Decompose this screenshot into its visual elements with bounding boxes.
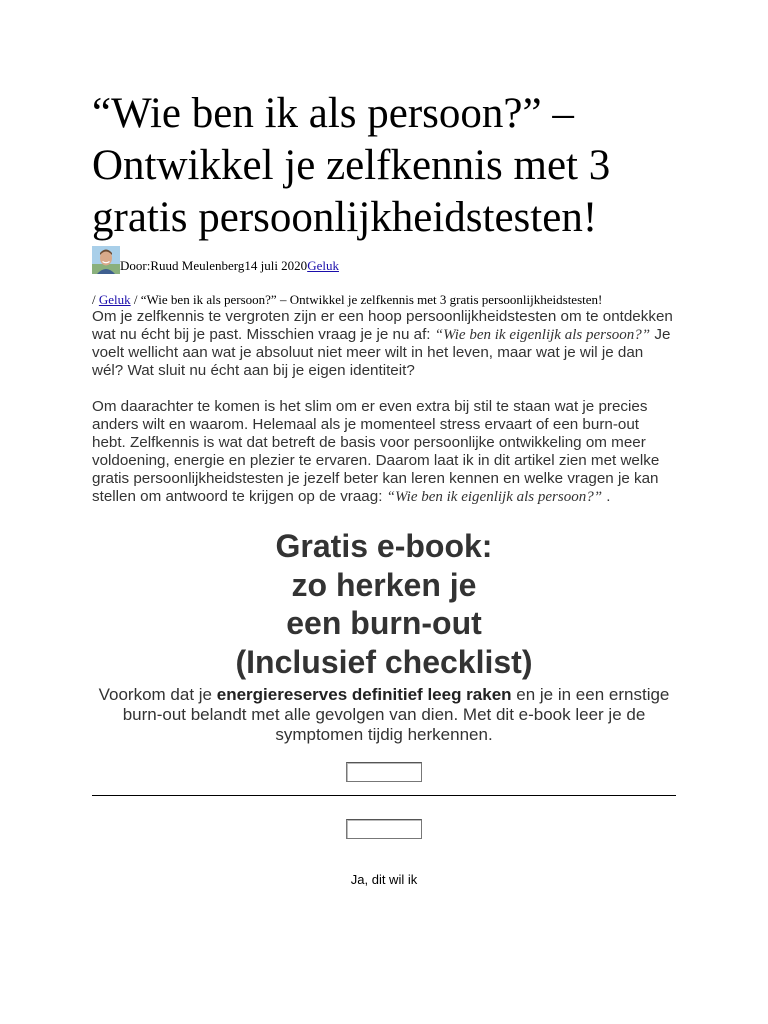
- ebook-signup: [92, 527, 676, 887]
- ebook-heading-line: (Inclusief checklist): [235, 643, 533, 680]
- name-input[interactable]: [346, 762, 422, 782]
- article-meta: [92, 244, 676, 274]
- breadcrumb-separator: /: [92, 292, 99, 307]
- ebook-desc-text-a: Voorkom dat je: [98, 685, 217, 704]
- article: [92, 88, 676, 887]
- second-quote: “Wie ben ik eigenlijk als persoon?”: [386, 489, 603, 505]
- submit-button[interactable]: Ja, dit wil ik: [350, 872, 418, 887]
- intro-text-a: Om je zelfkennis te vergroten zijn er een hoop persoonlijkheidstesten om te ontdekken wat nu écht bij je past. Misschien vraag je je nu af:: [92, 308, 673, 343]
- breadcrumb-category-link[interactable]: Geluk: [98, 292, 131, 307]
- email-input[interactable]: [346, 819, 422, 839]
- ebook-heading-line: zo herken je: [291, 566, 477, 603]
- breadcrumb-current: “Wie ben ik als persoon?” – Ontwikkel je zelfkennis met 3 gratis persoonlijkheidstesten!: [140, 292, 603, 307]
- ebook-description: [92, 685, 676, 745]
- second-text-a: Om daarachter te komen is het slim om er even extra bij stil te staan wat je precies anders wilt en waarom. Helemaal als je momenteel stress ervaart of een burn-out hebt. Zelfkennis is wat dat betreft de basis voor persoonlijke ontwikkeling om meer voldoening, energie en plezier te ervaren. Daarom laat ik in dit artikel zien met welke gratis persoonlijkheidstesten je jezelf beter kan leren kennen en welke vragen je kan stellen om antwoord te krijgen op de vraag:: [92, 398, 660, 505]
- form-divider: [92, 795, 676, 796]
- category-link[interactable]: Geluk: [307, 258, 339, 273]
- ebook-heading-line: Gratis e-book:: [275, 528, 493, 564]
- breadcrumb-separator: /: [130, 292, 141, 307]
- author-avatar: [92, 246, 120, 274]
- intro-text-b: Je voelt wellicht aan wat je absoluut niet meer wilt in het leven, maar wat je wil je dan wél? Wat sluit nu écht aan bij je eigen identiteit?: [92, 326, 671, 379]
- second-text-b: .: [602, 488, 611, 505]
- ebook-desc-bold: energiereserves definitief leeg raken: [216, 685, 512, 704]
- breadcrumb: [92, 292, 676, 308]
- intro-paragraph: [92, 308, 676, 380]
- second-paragraph: [92, 398, 676, 506]
- publish-date: 14 juli 2020: [244, 258, 308, 273]
- author-name: Ruud Meulenberg: [150, 258, 245, 273]
- ebook-desc-text-b: en je in een ernstige burn-out belandt met alle gevolgen van dien. Met dit e-book leer je de symptomen tijdig herkennen.: [122, 685, 670, 744]
- ebook-heading-line: een burn-out: [286, 605, 482, 641]
- intro-quote: “Wie ben ik eigenlijk als persoon?”: [434, 327, 651, 343]
- ebook-heading: [92, 527, 676, 681]
- article-title: “Wie ben ik als persoon?” – Ontwikkel je zelfkennis met 3 gratis persoonlijkheidstesten!: [92, 90, 611, 241]
- author-prefix: Door:: [120, 258, 151, 273]
